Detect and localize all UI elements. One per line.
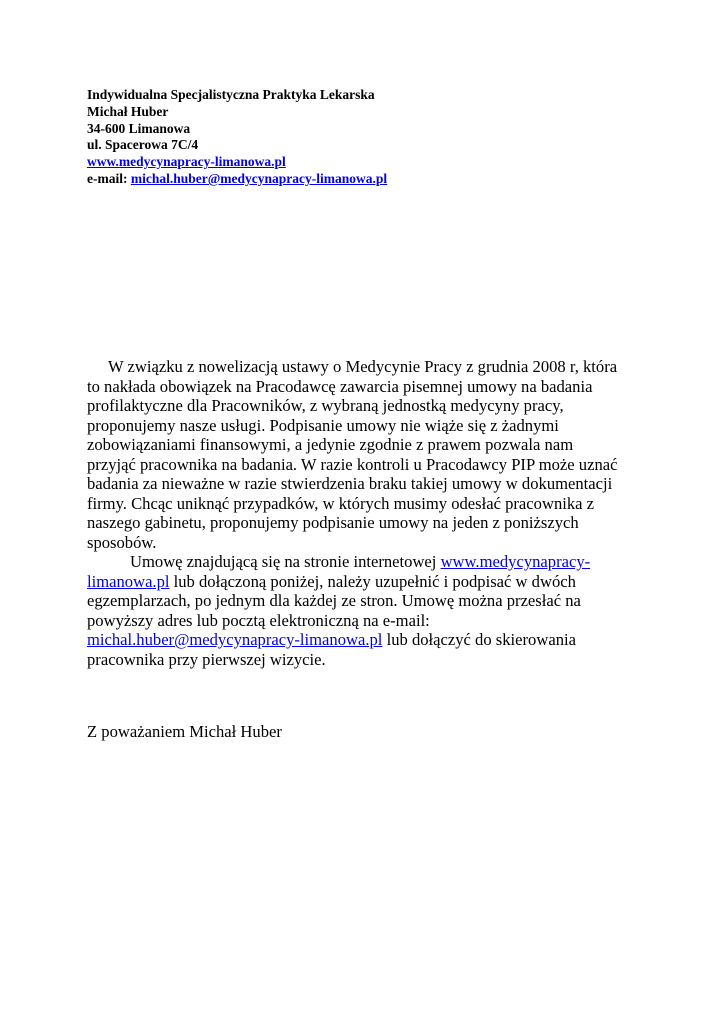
website-link-inline[interactable]: www.medycynapracy- [440,552,591,571]
body-line: firmy. Chcąc uniknąć przypadków, w których musimy odesłać pracownika z [87,493,595,513]
practice-name: Indywidualna Specjalistyczna Praktyka Lekarska [87,87,375,102]
body-line: egzemplarzach, po jednym dla każdej ze stron. Umowę można przesłać na [87,591,581,610]
email-link[interactable]: michal.huber@medycynapracy-limanowa.pl [130,170,388,186]
email-link-inline[interactable]: michal.huber@medycynapracy-limanowa.pl [87,630,383,649]
postal-address: 34-600 Limanowa [87,120,191,136]
body-line: naszego gabinetu, proponujemy podpisanie umowy na jeden z poniższych [87,513,579,532]
body-line: proponujemy nasze usługi. Podpisanie umowy nie wiąże się z żadnymi [87,415,559,435]
letterhead [87,87,387,188]
body-line: powyższy adres lub pocztą elektroniczną na e-mail: [87,610,430,630]
body-text-fragment: Umowę znajdującą się na stronie internetowej [130,552,441,571]
signature: Z poważaniem Michał Huber [87,722,282,741]
letter-body [87,357,647,669]
street-address: ul. Spacerowa 7C/4 [87,137,199,153]
doctor-name: Michał Huber [87,103,169,119]
body-line: zobowiązaniami finansowymi, a jedynie zgodnie z prawem pozwala nam [87,435,574,454]
email-label: e-mail: [87,170,131,186]
body-line: to nakłada obowiązek na Pracodawcę zawarcia pisemnej umowy na badania [87,376,593,396]
body-text-fragment: lub dołączyć do skierowania [382,630,576,649]
body-line: sposobów. [87,532,157,552]
body-line [87,630,647,650]
website-link-inline-cont[interactable]: limanowa.pl [87,571,170,591]
body-line [87,572,647,592]
body-line: W związku z nowelizacją ustawy o Medycynie Pracy z grudnia 2008 r, która [108,357,618,376]
website-link[interactable]: www.medycynapracy-limanowa.pl [87,154,286,170]
email-line [87,171,387,188]
body-text-fragment: lub dołączoną poniżej, należy uzupełnić i podpisać w dwóch [169,571,576,591]
body-line: badania za nieważne w razie stwierdzenia braku takiej umowy w dokumentacji [87,474,613,493]
body-line: profilaktyczne dla Pracowników, z wybraną jednostką medycyny pracy, [87,396,564,415]
body-line: pracownika przy pierwszej wizycie. [87,649,326,669]
body-line: przyjąć pracownika na badania. W razie kontroli u Pracodawcy PIP może uznać [87,454,618,474]
body-line [87,552,647,572]
